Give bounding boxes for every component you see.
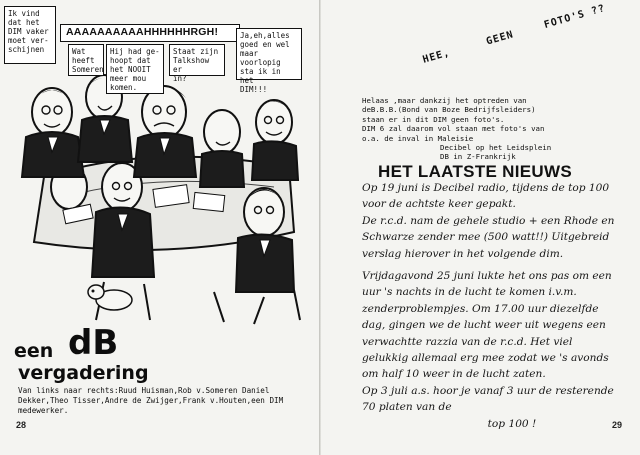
page-number-left: 28: [16, 420, 27, 430]
notice-header-line2: GEEN: [485, 29, 516, 48]
news-heading: HET LAATSTE NIEUWS: [378, 162, 572, 181]
news-paragraph: De r.c.d. nam de gehele studio + een Rhode en Schwarze zender mee (500 watt!!) Uitgebreid verslag hierover in het volgende dim.: [362, 214, 615, 260]
speech-bubble-5: Ja,eh,alles goed en wel maar voorlopig sta ik in het DIM!!!: [236, 28, 302, 80]
notice-line: DB in Z-Frankrijk: [440, 152, 516, 162]
speech-bubble-1: Ik vind dat het DIM vaker moet ver- schijnen: [4, 6, 56, 64]
news-paragraph: top 100 !: [487, 417, 537, 430]
notice-line: deB.B.B.(Bond van Boze Bedrijfsleiders): [362, 105, 536, 115]
notice-header-line3: FOTO'S ??: [542, 2, 607, 31]
notice-line: DIM 6 zal daarom vol staan met foto's van: [362, 124, 545, 134]
title-vergadering: vergadering: [18, 362, 149, 384]
notice-line: Helaas ,maar dankzij het optreden van: [362, 96, 527, 105]
title-een: een: [14, 340, 54, 362]
notice-header: [421, 3, 606, 66]
page-number-right: 29: [612, 420, 623, 430]
speech-bubble-3: Hij had ge- hoopt dat het NOOIT meer mou komen.: [106, 44, 164, 94]
title-db: dB: [68, 323, 119, 363]
photo-caption: Van links naar rechts:Ruud Huisman,Rob v.Someren Daniel Dekker,Theo Tisser,Andre de Zwijger,Frank v.Houten,een DIM medewerker.: [18, 386, 284, 415]
speech-bubble-4: Staat zijn Talkshow er in?: [169, 44, 225, 76]
news-paragraph: Op 19 juni is Decibel radio, tijdens de top 100 voor de achtste keer gepakt.: [362, 182, 610, 211]
news-paragraph: Op 3 juli a.s. hoor je vanaf 3 uur de resterende 70 platen van de: [362, 384, 614, 414]
page-gutter: [319, 0, 321, 455]
speech-bubble-2: Wat heeft Someren: [68, 44, 104, 76]
cartoon-illustration: [4, 2, 304, 327]
notice-line: Decibel op het Leidsplein: [440, 143, 552, 153]
speech-bubble-scream: AAAAAAAAAAHHHHHHRGH!: [60, 24, 240, 42]
notice-line: o.a. de inval in Maleisie: [362, 133, 474, 143]
notice-line: staan er in dit DIM geen foto's.: [362, 114, 505, 124]
handwritten-news: [362, 180, 622, 432]
notice-text: [362, 96, 622, 162]
news-paragraph: Vrijdagavond 25 juni lukte het ons pas om een uur 's nachts in de lucht te komen i.v.m. zenderproblempjes. Om 17.00 uur diezelfde dag, gingen we de lucht weer uit wegens een verwachtte razzia van de r.c.d. Het viel gelukkig allemaal erg mee zodat we 's avonds om half 10 weer in de lucht zaten.: [362, 270, 612, 381]
notice-header-line1: HEE,: [421, 47, 452, 66]
